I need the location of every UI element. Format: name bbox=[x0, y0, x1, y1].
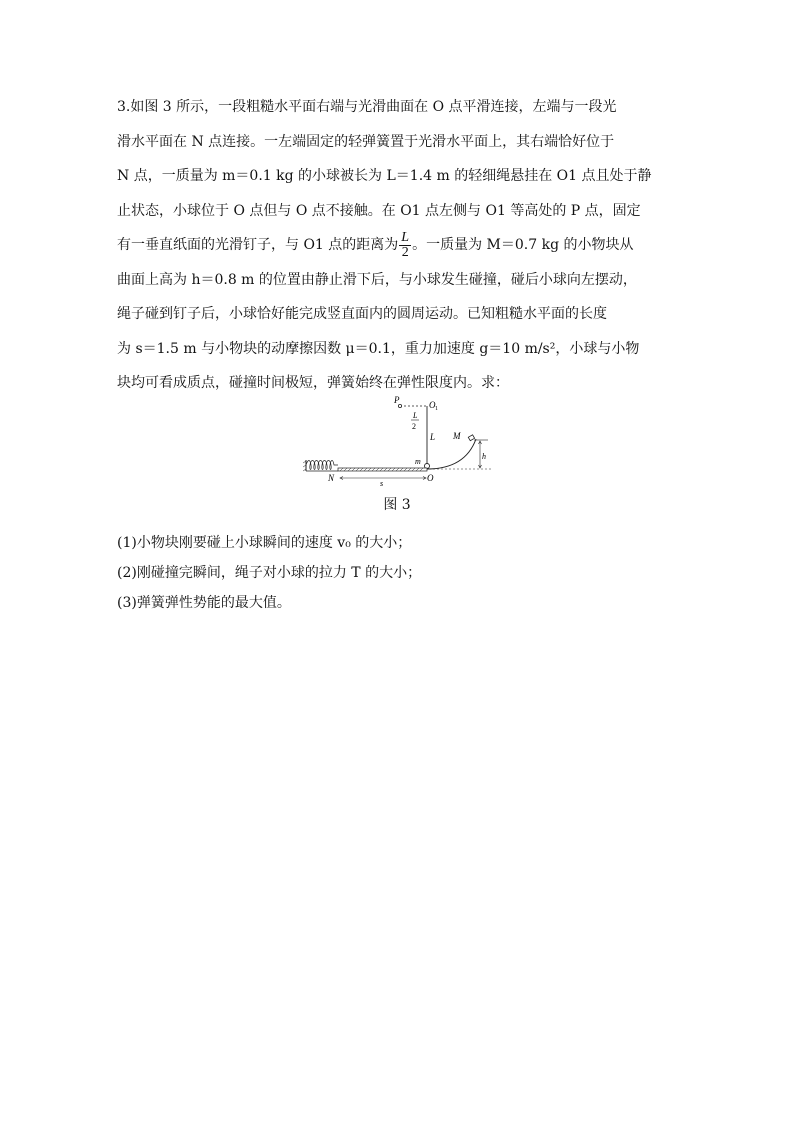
question-list bbox=[117, 528, 421, 618]
problem-line-5-pre: 有一垂直纸面的光滑钉子，与 O1 点的距离为 bbox=[117, 237, 399, 253]
block-m bbox=[468, 435, 474, 441]
problem-line-7: 绳子碰到钉子后，小球恰好能完成竖直面内的圆周运动。已知粗糙水平面的长度 bbox=[117, 306, 607, 322]
problem-line-4: 止状态，小球位于 O 点但与 O 点不接触。在 O1 点左侧与 O1 等高处的 P 点，固定 bbox=[117, 202, 641, 219]
label-m: m bbox=[415, 457, 421, 466]
problem-line-3: N 点，一质量为 m＝0.1 kg 的小球被长为 L＝1.4 m 的轻细绳悬挂在 O1 点且处于静 bbox=[117, 168, 652, 184]
label-p: P bbox=[394, 395, 400, 405]
label-n: N bbox=[328, 473, 335, 483]
label-o1-subscript: 1 bbox=[435, 406, 438, 412]
figure-caption: 图 3 bbox=[383, 497, 411, 513]
fraction-numerator: L bbox=[401, 229, 410, 245]
problem-line-5-post: 。一质量为 M＝0.7 kg 的小物块从 bbox=[412, 237, 634, 253]
label-big-m: M bbox=[453, 431, 461, 441]
spring bbox=[306, 461, 338, 470]
label-h: h bbox=[482, 452, 486, 461]
label-l-half-den: 2 bbox=[412, 422, 416, 431]
problem-line-5 bbox=[117, 228, 680, 263]
label-l-half-num: L bbox=[413, 411, 418, 420]
problem-line-8: 为 s＝1.5 m 与小物块的动摩擦因数 μ＝0.1，重力加速度 g＝10 m/s²，小球与小物 bbox=[117, 340, 640, 357]
physics-figure bbox=[300, 395, 496, 487]
question-1: (1)小物块刚要碰上小球瞬间的速度 v₀ 的大小； bbox=[117, 535, 412, 551]
problem-line-9: 块均可看成质点，碰撞时间极短，弹簧始终在弹性限度内。求： bbox=[117, 375, 509, 391]
question-3: (3)弹簧弹性势能的最大值。 bbox=[117, 595, 291, 611]
fraction-denominator: 2 bbox=[401, 244, 409, 260]
problem-line-6: 曲面上高为 h＝0.8 m 的位置由静止滑下后，与小球发生碰撞，碰后小球向左摆动， bbox=[117, 271, 637, 288]
problem-line-1: 3.如图 3 所示，一段粗糙水平面右端与光滑曲面在 O 点平滑连接，左端与一段光 bbox=[117, 99, 617, 115]
label-o: O bbox=[427, 473, 434, 483]
problem-text bbox=[117, 90, 680, 401]
label-o1: O bbox=[429, 400, 436, 410]
curved-surface bbox=[427, 439, 476, 469]
label-s: s bbox=[380, 479, 384, 487]
fraction-l-over-2 bbox=[399, 231, 411, 260]
label-l: L bbox=[430, 432, 436, 442]
question-2: (2)刚碰撞完瞬间，绳子对小球的拉力 T 的大小； bbox=[117, 565, 422, 581]
problem-line-2: 滑水平面在 N 点连接。一左端固定的轻弹簧置于光滑水平面上，其右端恰好位于 bbox=[117, 133, 615, 150]
